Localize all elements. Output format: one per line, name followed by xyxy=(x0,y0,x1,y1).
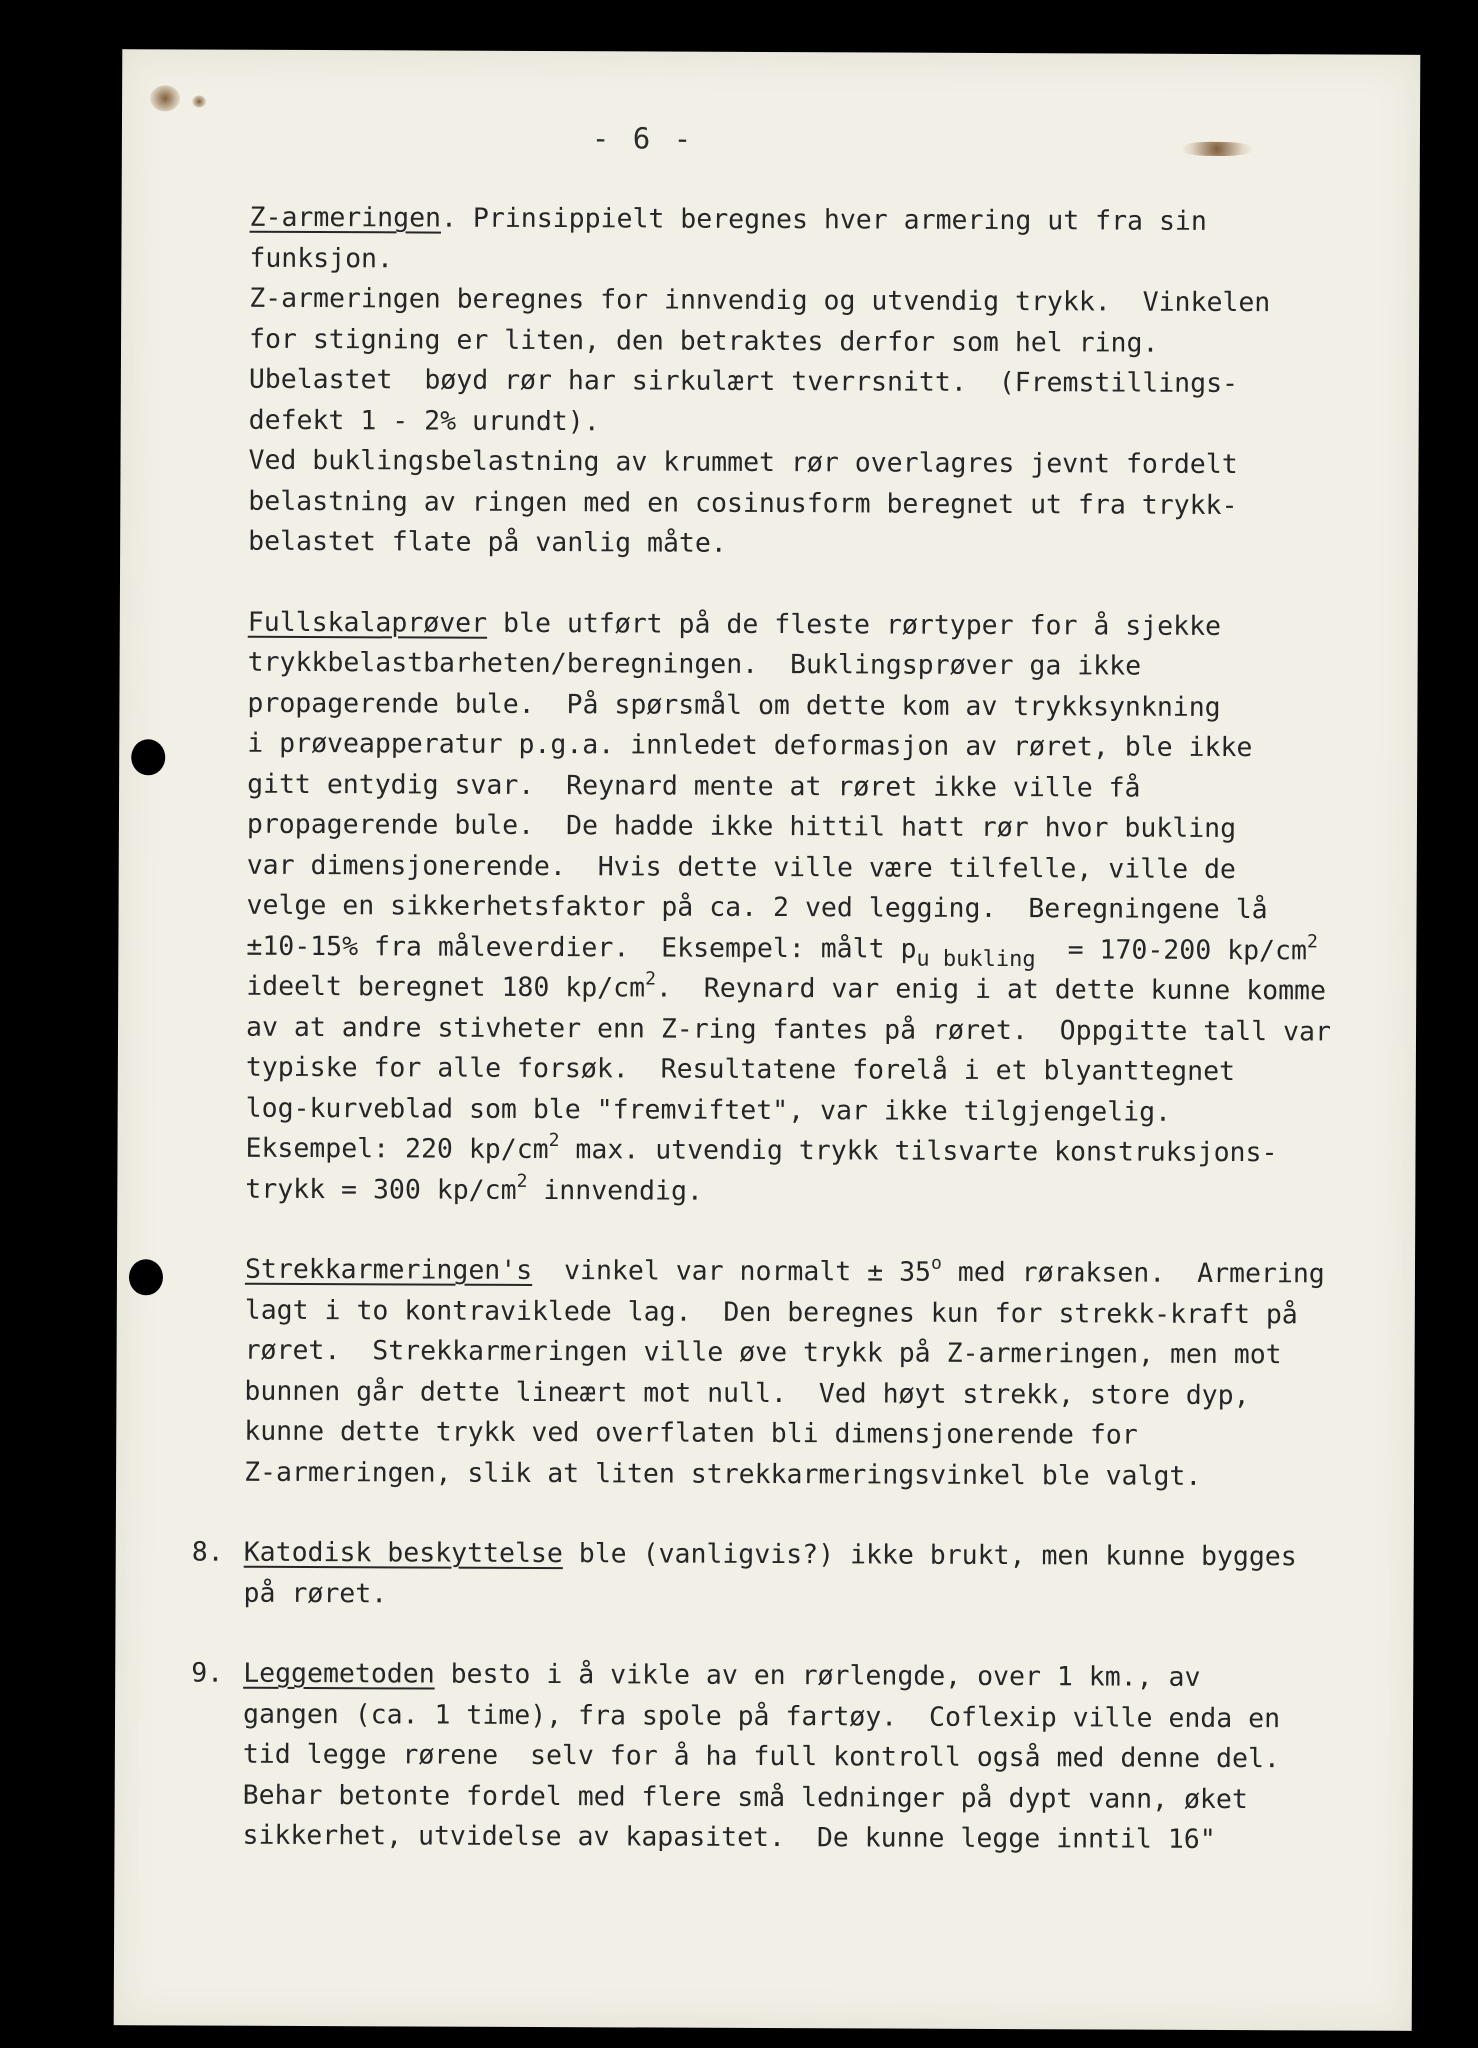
p3-line-1: lagt i to kontraviklede lag. Den beregnes kun for strekk-kraft på xyxy=(244,1294,1298,1330)
p1-line-8: belastet flate på vanlig måte. xyxy=(248,525,727,559)
p2-line-4: gitt entydig svar. Reynard mente at røret ikke ville få xyxy=(247,768,1141,804)
p2-line-7: velge en sikkerhetsfaktor på ca. 2 ved legging. Beregningene lå xyxy=(246,889,1268,926)
item-9 xyxy=(191,1654,1393,1862)
item-8-heading: Katodisk beskyttelse xyxy=(243,1536,563,1570)
item-9-line-0: Leggemetoden besto i å vikle av en rørlengde, over 1 km., av xyxy=(243,1657,1201,1693)
p2-example-line: ±10-15% fra måleverdier. Eksempel: målt $p_{u bukling} = 170-200$ $kp/cm^2$ xyxy=(246,930,1318,972)
item-8-line-0: Katodisk beskyttelse ble (vanligvis?) ikke brukt, men kunne bygges xyxy=(243,1536,1297,1573)
p1-line-1: funksjon. xyxy=(249,242,394,274)
punch-hole-lower xyxy=(129,1259,163,1295)
p1-line-4: Ubelastet bøyd rør har sirkulært tverrsnitt. (Fremstillings- xyxy=(248,363,1239,400)
p2-line-6: var dimensjonerende. Hvis dette ville være tilfelle, ville de xyxy=(246,849,1236,885)
p2-line-3: i prøveapperatur p.g.a. innledet deformasjon av røret, ble ikke xyxy=(247,727,1253,764)
rust-stain xyxy=(150,85,180,111)
p1-line-6: Ved buklingsbelastning av krummet rør overlagres jevnt fordelt xyxy=(248,444,1238,481)
item-8 xyxy=(191,1533,1393,1619)
p1-line-0: Z-armeringen. Prinsippielt beregnes hver armering ut fra sin xyxy=(249,201,1207,237)
p3-line-5: Z-armeringen, slik at liten strekkarmeringsvinkel ble valgt. xyxy=(244,1456,1202,1492)
p2-example2-line: Eksempel: 220 $kp/cm^2$ max. utvendig trykk tilsvarte konstruksjons- xyxy=(245,1130,1278,1169)
page-number: - 6 - xyxy=(591,121,695,156)
item-9-heading: Leggemetoden xyxy=(243,1657,435,1690)
p2-trykk-line: trykk = 300 $kp/cm^2$ innvendig. xyxy=(245,1170,703,1207)
p1-line-5: defekt 1 - 2% urundt). xyxy=(248,404,600,437)
p2-ideal-line: ideelt beregnet 180 $kp/cm^2$. Reynard var enig i at dette kunne komme xyxy=(246,968,1327,1007)
p3-line-2: røret. Strekkarmeringen ville øve trykk på Z-armeringen, men mot xyxy=(244,1334,1282,1371)
item-9-line-1: gangen (ca. 1 time), fra spole på fartøy. Coflexip ville enda en xyxy=(242,1698,1281,1734)
p3-heading: Strekkarmeringen's xyxy=(244,1253,533,1286)
p2-heading: Fullskalaprøver xyxy=(247,606,488,639)
item-9-line-3: Behar betonte fordel med flere små ledninger på dypt vann, øket xyxy=(242,1779,1248,1815)
p2-line-0: Fullskalaprøver ble utført på de fleste rørtyper for å sjekke xyxy=(247,606,1222,642)
punch-hole-upper xyxy=(131,739,165,775)
item-9-line-4: sikkerhet, utvidelse av kapasitet. De kunne legge inntil 16" xyxy=(242,1819,1216,1855)
p2-line-12: log-kurveblad som ble "fremviftet", var ikke tilgjengelig. xyxy=(245,1092,1172,1128)
p2-line-11: typiske for alle forsøk. Resultatene forelå i et blyanttegnet xyxy=(245,1051,1236,1088)
p1-line-2: Z-armeringen beregnes for innvendig og utvendig trykk. Vinkelen xyxy=(249,282,1271,319)
p3-line-0: Strekkarmeringen's vinkel var normalt ± $35^o$ med røraksen. Armering xyxy=(244,1252,1325,1290)
p2-line-2: propagerende bule. På spørsmål om dette kom av trykksynkning xyxy=(247,687,1221,723)
ink-mark xyxy=(1182,142,1252,156)
item-8-line-1: på røret. xyxy=(243,1577,388,1609)
rust-stain-small xyxy=(192,95,206,107)
p1-line-7: belastning av ringen med en cosinusform beregnet ut fra trykk- xyxy=(248,485,1238,521)
p3-line-4: kunne dette trykk ved overflaten bli dimensjonerende for xyxy=(244,1415,1138,1451)
p2-line-10: av at andre stivheter enn Z-ring fantes på røret. Oppgitte tall var xyxy=(245,1011,1332,1047)
p1-heading: Z-armeringen xyxy=(249,201,442,234)
paper-sheet xyxy=(114,49,1421,2031)
item-9-line-2: tid legge rørene selv for å ha full kontroll også med denne del. xyxy=(242,1738,1280,1775)
item-8-number: 8. xyxy=(191,1536,224,1568)
p3-line-3: bunnen går dette lineært mot null. Ved høyt strekk, store dyp, xyxy=(244,1375,1250,1411)
item-9-number: 9. xyxy=(191,1657,224,1689)
p2-line-1: trykkbelastbarheten/beregningen. Buklingsprøver ga ikke xyxy=(247,646,1142,682)
p2-line-5: propagerende bule. De hadde ikke hittil hatt rør hvor bukling xyxy=(246,808,1237,845)
document-body xyxy=(191,198,1399,1862)
p1-line-3: for stigning er liten, den betraktes derfor som hel ring. xyxy=(248,323,1159,359)
